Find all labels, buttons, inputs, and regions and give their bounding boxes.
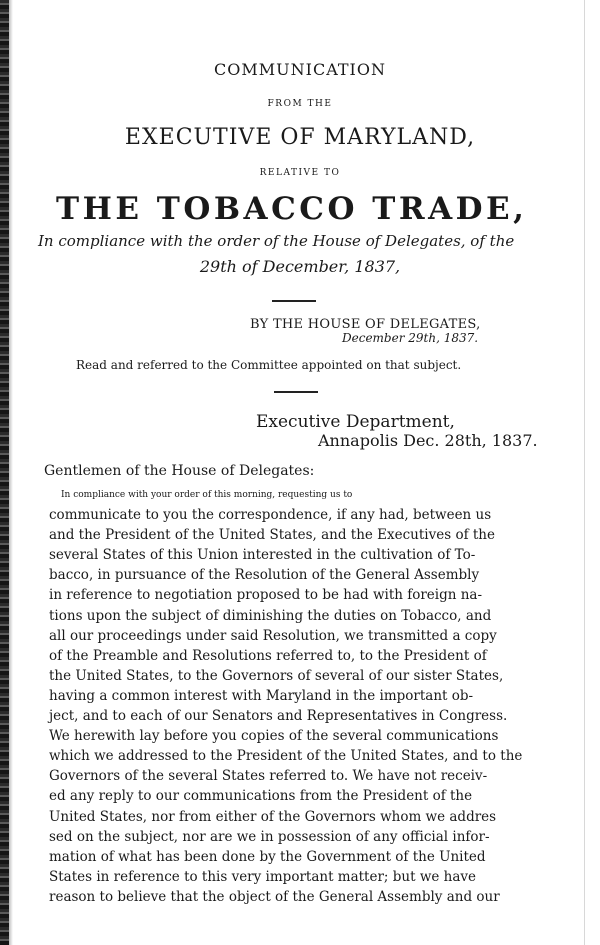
body-line: the United States, to the Governors of several of our sister States, (49, 667, 504, 684)
by-house-line: BY THE HOUSE OF DELEGATES, (250, 317, 481, 332)
title-relative-to: RELATIVE TO (259, 168, 341, 178)
title-tobacco-trade: THE TOBACCO TRADE, (56, 191, 528, 227)
body-line: which we addressed to the President of the United States, and to the (49, 748, 523, 765)
title-communication: COMMUNICATION (214, 60, 386, 79)
body-line: Governors of the several States referred to. We have not receiv- (49, 768, 488, 785)
body-line: having a common interest with Maryland in the important ob- (49, 687, 474, 704)
title-compliance: In compliance with the order of the House of Delegates, of the (38, 232, 515, 250)
body-line: all our proceedings under said Resolution, we transmitted a copy (49, 627, 497, 644)
body-line: tions upon the subject of diminishing the duties on Tobacco, and (49, 607, 492, 624)
body-line: We herewith lay before you copies of the several communications (49, 728, 499, 745)
body-line: United States, nor from either of the Governors whom we addres (49, 808, 497, 825)
title-executive: EXECUTIVE OF MARYLAND, (124, 125, 476, 150)
body-line: States in reference to this very important matter; but we have (49, 868, 477, 885)
body-line: reason to believe that the object of the General Assembly and our (49, 888, 500, 905)
body-line: of the Preamble and Resolutions referred to, to the President of (49, 647, 487, 664)
divider-rule (274, 391, 318, 393)
body-line: in reference to negotiation proposed to be had with foreign na- (49, 587, 483, 604)
body-line: sed on the subject, nor are we in possession of any official infor- (49, 828, 490, 845)
body-line: mation of what has been done by the Government of the United (49, 848, 486, 865)
body-line: In compliance with your order of this morning, requesting us to (61, 490, 353, 500)
divider-rule (272, 300, 316, 302)
letter-body (49, 485, 559, 907)
letter-salutation: Gentlemen of the House of Delegates: (44, 463, 315, 479)
body-line: several States of this Union interested in the cultivation of To- (49, 547, 476, 564)
title-date: 29th of December, 1837, (199, 257, 401, 276)
letter-department: Executive Department, (256, 412, 455, 432)
referral-date: December 29th, 1837. (342, 331, 479, 345)
letter-place-date: Annapolis Dec. 28th, 1837. (318, 431, 538, 450)
body-line: bacco, in pursuance of the Resolution of the General Assembly (49, 567, 480, 584)
body-line: ed any reply to our communications from the President of the (49, 788, 473, 805)
body-line: ject, and to each of our Senators and Representatives in Congress. (49, 708, 508, 725)
title-from-the: FROM THE (267, 99, 333, 109)
body-line: communicate to you the correspondence, if any had, between us (49, 507, 492, 524)
referral-note: Read and referred to the Committee appointed on that subject. (76, 358, 462, 372)
body-line: and the President of the United States, and the Executives of the (49, 527, 495, 544)
